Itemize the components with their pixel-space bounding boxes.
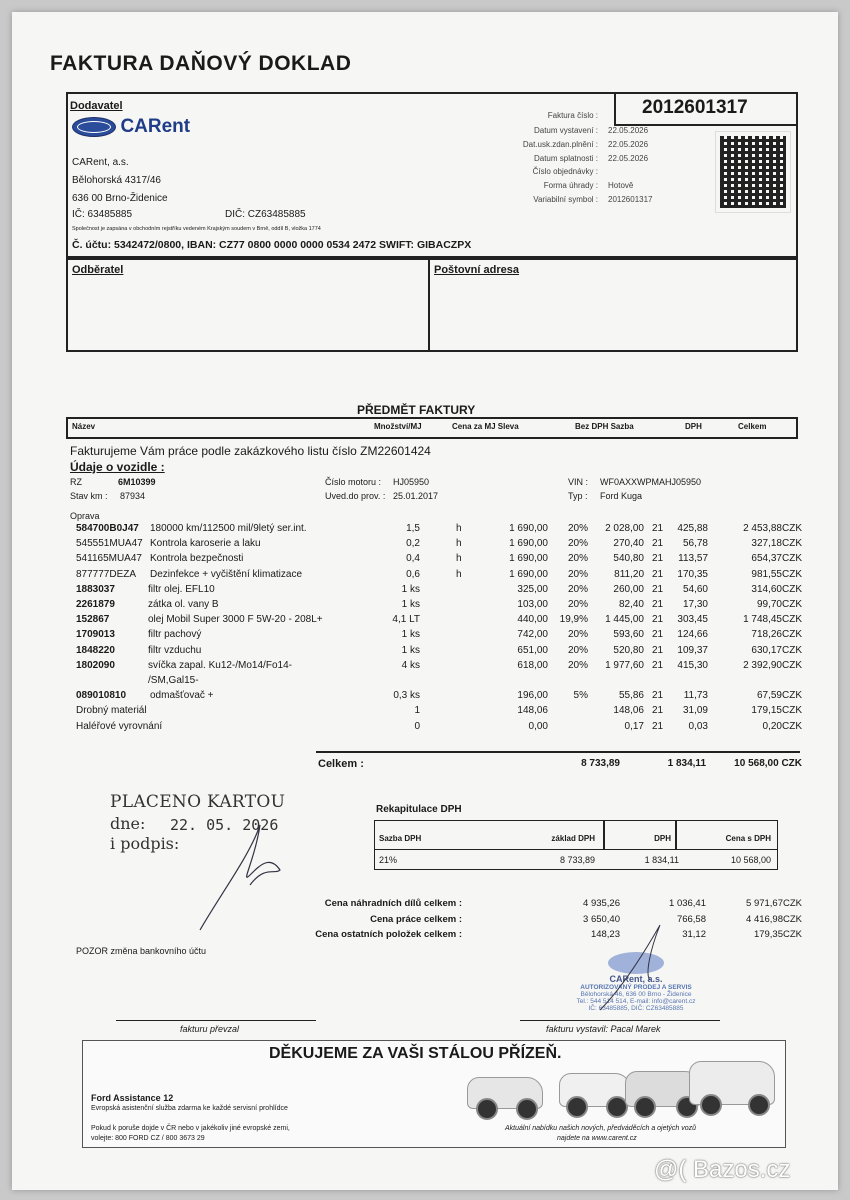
item-total: 99,70CZK <box>756 599 802 610</box>
table-row <box>76 569 804 582</box>
supplier-dic: DIČ: CZ63485885 <box>225 209 306 220</box>
recap-h-total: Cena s DPH <box>725 834 771 843</box>
supplier-logo <box>72 116 190 138</box>
summary-label: Cena práce celkem : <box>370 913 462 925</box>
dealer-line1: AUTORIZOVANÝ PRODEJ A SERVIS <box>580 984 692 991</box>
supplier-street: Bělohorská 4317/46 <box>72 175 161 186</box>
recipient-label: Odběratel <box>72 264 124 276</box>
item-rate: 21 <box>652 523 664 534</box>
table-row <box>76 553 804 566</box>
item-net: 540,80 <box>613 553 644 565</box>
item-code: 1848220 <box>76 644 115 656</box>
table-row <box>76 629 804 642</box>
item-total: 630,17CZK <box>751 644 802 656</box>
vin-value: WF0AXXWPMAHJ05950 <box>600 477 702 487</box>
item-code: Haléřové vyrovnání <box>76 720 163 732</box>
item-qty: 1 ks <box>401 599 420 610</box>
dealer-line3: Tel.: 544 514 514, E-mail: info@carent.cz <box>576 998 696 1005</box>
item-discount: 20% <box>567 568 588 580</box>
sign-line-right <box>520 1020 720 1021</box>
invoice-meta-value: 22.05.2026 <box>608 126 649 135</box>
table-row <box>76 645 804 658</box>
item-unit: h <box>456 568 462 580</box>
item-code: 1802090 <box>76 659 115 671</box>
typ-label: Typ : <box>568 491 588 501</box>
recap-base: 8 733,89 <box>559 855 595 865</box>
table-row <box>76 584 804 597</box>
offer-text1: Aktuální nabídku našich nových, předváděcích a ojetých vozů <box>505 1125 697 1132</box>
table-row <box>76 690 804 703</box>
summary-net: 4 935,26 <box>583 898 620 909</box>
vehicle-info <box>70 477 810 507</box>
totals-vat: 1 834,11 <box>667 758 706 769</box>
item-rate: 21 <box>652 583 664 595</box>
item-rate: 21 <box>652 599 664 610</box>
summary-net: 3 650,40 <box>583 913 620 925</box>
recap-table <box>374 820 778 870</box>
offer-text2: najdete na www.carent.cz <box>557 1135 637 1142</box>
item-vat: 54,60 <box>682 583 708 595</box>
totals-label: Celkem : <box>318 758 364 770</box>
km-label: Stav km : <box>70 491 108 501</box>
invoice-meta-value: Hotově <box>608 181 634 191</box>
item-price: 440,00 <box>517 614 548 626</box>
column-vat: DPH <box>685 422 702 431</box>
dealer-signature <box>590 920 680 1020</box>
invoice-meta-label: Dat.usk.zdan.plnění : <box>522 139 598 149</box>
recap-title: Rekapitulace DPH <box>376 804 462 815</box>
invoice-meta-label: Forma úhrady : <box>543 181 598 191</box>
item-net: 0,17 <box>624 720 644 732</box>
column-total: Celkem <box>738 422 767 431</box>
item-vat: 124,66 <box>677 629 708 641</box>
ford-oval-icon <box>72 117 116 137</box>
table-row <box>76 705 804 718</box>
item-rate: 21 <box>652 644 664 656</box>
item-total: 1 748,45CZK <box>743 614 802 626</box>
item-qty: 0 <box>414 720 420 732</box>
watermark-text: Bazos.cz <box>693 1156 791 1183</box>
item-net: 2 028,00 <box>605 523 644 534</box>
supplier-register: Společnost je zapsána v obchodním rejstříku vedeném Krajským soudem v Brně, oddíl B, vložka 1774 <box>72 226 321 232</box>
column-name: Název <box>72 422 96 431</box>
assist-text3: volejte: 800 FORD CZ / 800 3673 29 <box>91 1135 205 1142</box>
item-qty: 1 ks <box>401 644 420 656</box>
assist-text2: Pokud k poruše dojde v ČR nebo v jakékoliv jiné evropské zemi, <box>91 1125 290 1132</box>
item-qty: 4 ks <box>401 659 420 671</box>
item-vat: 303,45 <box>677 614 708 626</box>
item-qty: 4,1 LT <box>392 614 420 626</box>
item-name: Kontrola bezpečnosti <box>150 553 244 565</box>
item-discount: 20% <box>567 599 588 610</box>
totals-net: 8 733,89 <box>581 758 620 769</box>
section-label: Oprava <box>70 511 100 521</box>
item-total: 179,15CZK <box>751 705 802 717</box>
thank-you-banner <box>82 1040 786 1148</box>
item-qty: 1 <box>414 705 420 717</box>
item-code: 545551MUA47 <box>76 538 143 550</box>
invoice-meta-row <box>470 154 690 166</box>
item-discount: 20% <box>567 538 588 550</box>
item-rate: 21 <box>652 568 664 580</box>
totals-rule <box>316 751 800 753</box>
item-rate: 21 <box>652 720 664 732</box>
item-price: 1 690,00 <box>509 568 548 580</box>
item-net: 593,60 <box>613 629 644 641</box>
invoice-number-label: Faktura číslo : <box>547 111 598 120</box>
motor-value: HJ05950 <box>393 477 430 487</box>
dealer-line4: IČ: 63485885, DIČ: CZ63485885 <box>588 1005 684 1012</box>
paid-stamp-title: PLACENO KARTOU <box>110 792 286 812</box>
invoice-meta-label: Číslo objednávky : <box>532 167 598 177</box>
item-discount: 20% <box>567 644 588 656</box>
dealer-name: CARent, a.s. <box>609 974 663 984</box>
item-name: filtr vzduchu <box>148 644 202 656</box>
item-qty: 1 ks <box>401 629 420 641</box>
item-name: filtr pachový <box>148 629 202 641</box>
item-rate: 21 <box>652 690 664 702</box>
supplier-bank: Č. účtu: 5342472/0800, IBAN: CZ77 0800 0000 0000 0534 2472 SWIFT: GIBACZPX <box>72 239 472 251</box>
item-unit: h <box>456 523 462 534</box>
qr-code-icon <box>716 132 790 212</box>
invoice-meta-row <box>470 126 690 138</box>
table-row <box>76 538 804 551</box>
invoice-meta-value: 22.05.2026 <box>608 153 649 163</box>
item-price: 103,00 <box>517 599 548 610</box>
sign-line-left <box>116 1020 316 1021</box>
item-net: 260,00 <box>613 583 644 595</box>
item-vat: 17,30 <box>682 599 708 610</box>
column-qty: Množství/MJ <box>374 422 422 431</box>
item-name: /SM,Gal15- <box>148 675 199 686</box>
car-image-4 <box>689 1061 775 1105</box>
table-row <box>76 660 804 673</box>
item-price: 1 690,00 <box>509 553 548 565</box>
typ-value: Ford Kuga <box>600 491 643 501</box>
assist-title: Ford Assistance 12 <box>91 1093 174 1103</box>
item-rate: 21 <box>652 659 664 671</box>
item-qty: 0,4 <box>406 553 420 565</box>
item-vat: 31,09 <box>682 705 708 717</box>
item-qty: 1,5 <box>406 523 420 534</box>
vin-label: VIN : <box>568 477 589 487</box>
item-vat: 56,78 <box>682 538 708 550</box>
item-vat: 0,03 <box>688 720 708 732</box>
item-net: 148,06 <box>613 705 644 717</box>
item-rate: 21 <box>652 629 664 641</box>
item-name: Dezinfekce + vyčištění klimatizace <box>150 568 303 580</box>
item-total: 314,60CZK <box>751 583 802 595</box>
invoice-meta-value: 2012601317 <box>608 195 653 204</box>
sign-left-label: fakturu převzal <box>180 1024 240 1034</box>
item-rate: 21 <box>652 705 664 717</box>
item-net: 811,20 <box>614 568 644 580</box>
paid-signature-label: i podpis: <box>110 834 180 853</box>
assist-text: Evropská asistenční služba zdarma ke každé servisní prohlídce <box>91 1105 288 1112</box>
item-total: 654,37CZK <box>751 553 802 565</box>
rz-label: RZ <box>70 477 82 487</box>
column-price: Cena za MJ Sleva <box>452 422 519 431</box>
carent-logo-text: CARent <box>120 116 191 137</box>
item-price: 148,06 <box>517 705 548 717</box>
rz-value: 6M10399 <box>118 477 156 487</box>
summary-vat: 31,12 <box>682 929 706 940</box>
uved-value: 25.01.2017 <box>393 491 439 501</box>
invoice-number: 2012601317 <box>642 97 748 118</box>
supplier-city: 636 00 Brno-Židenice <box>72 193 168 204</box>
item-net: 1 977,60 <box>605 659 644 671</box>
item-unit: h <box>456 553 462 565</box>
intro-text: Fakturujeme Vám práce podle zakázkového listu číslo ZM22601424 <box>70 444 431 458</box>
recap-vat: 1 834,11 <box>644 855 679 865</box>
item-price: 1 690,00 <box>509 538 548 550</box>
summary-total: 179,35CZK <box>753 929 802 940</box>
item-price: 196,00 <box>517 690 548 702</box>
item-code: 152867 <box>76 614 110 626</box>
item-code: 877777DEZA <box>76 568 137 580</box>
motor-label: Číslo motoru : <box>325 477 382 487</box>
item-total: 2 392,90CZK <box>743 659 802 671</box>
item-code: 1709013 <box>76 629 115 641</box>
table-row <box>76 523 804 536</box>
invoice-meta-label: Datum vystavení : <box>533 126 598 135</box>
item-rate: 21 <box>652 538 664 550</box>
item-qty: 0,2 <box>406 538 420 550</box>
item-qty: 1 ks <box>401 583 420 595</box>
item-vat: 109,37 <box>677 644 708 656</box>
item-qty: 0,6 <box>406 568 420 580</box>
item-vat: 11,73 <box>683 690 708 702</box>
vehicle-heading: Údaje o vozidle : <box>70 460 165 474</box>
item-price: 742,00 <box>517 629 548 641</box>
recap-h-vat: DPH <box>654 834 671 843</box>
recap-h-rate: Sazba DPH <box>379 834 422 843</box>
item-name: odmašťovač + <box>150 690 214 702</box>
invoice-meta-row <box>470 140 690 152</box>
km-value: 87934 <box>120 491 146 501</box>
sign-right-label: fakturu vystavil: Pacal Marek <box>546 1024 661 1034</box>
paid-date-label: dne: <box>110 814 146 833</box>
item-name: zátka ol. vany B <box>148 599 219 610</box>
item-total: 718,26CZK <box>751 629 802 641</box>
summary-label: Cena ostatních položek celkem : <box>315 929 462 940</box>
item-name: svíčka zapal. Ku12-/Mo14/Fo14- <box>148 659 292 671</box>
recap-h-base: základ DPH <box>551 834 595 843</box>
item-total: 981,55CZK <box>751 568 802 580</box>
item-discount: 5% <box>573 690 588 702</box>
item-name: Kontrola karoserie a laku <box>150 538 261 550</box>
item-code: 1883037 <box>76 583 115 595</box>
item-code: 2261879 <box>76 599 115 610</box>
item-name: olej Mobil Super 3000 F 5W-20 - 208L+ <box>148 614 323 626</box>
totals-total: 10 568,00 CZK <box>734 758 802 769</box>
item-net: 520,80 <box>613 644 644 656</box>
paid-date: 22. 05. 2026 <box>170 816 279 834</box>
item-discount: 20% <box>567 553 588 565</box>
item-discount: 20% <box>567 659 588 671</box>
uved-label: Uved.do prov. : <box>325 491 386 501</box>
item-total: 327,18CZK <box>751 538 802 550</box>
bank-warning: POZOR změna bankovního účtu <box>76 946 207 956</box>
recap-total: 10 568,00 <box>730 855 771 865</box>
table-row <box>76 675 804 688</box>
subject-title: PŘEDMĚT FAKTURY <box>357 403 476 417</box>
item-discount: 20% <box>567 583 588 595</box>
summary-vat: 1 036,41 <box>669 898 706 909</box>
column-net-rate: Bez DPH Sazba <box>575 422 634 431</box>
invoice-meta-label: Variabilní symbol : <box>533 195 598 204</box>
table-row <box>76 721 804 734</box>
invoice-title: FAKTURA DAŇOVÝ DOKLAD <box>50 52 352 75</box>
item-price: 325,00 <box>517 583 548 595</box>
summary-net: 148,23 <box>590 929 620 940</box>
item-rate: 21 <box>652 553 664 565</box>
table-row <box>76 599 804 612</box>
supplier-ico: IČ: 63485885 <box>72 209 133 220</box>
item-qty: 0,3 ks <box>393 690 420 702</box>
summary-vat: 766,58 <box>676 913 706 925</box>
item-vat: 415,30 <box>677 659 708 671</box>
table-row <box>76 614 804 627</box>
summary-total: 4 416,98CZK <box>746 913 802 925</box>
recap-rate: 21% <box>379 855 398 865</box>
item-code: Drobný materiál <box>76 705 147 717</box>
item-code: 541165MUA47 <box>76 553 142 565</box>
invoice-meta-row <box>470 167 690 179</box>
dealer-line2: Bělohorská 46, 636 00 Brno - Židenice <box>580 991 692 998</box>
invoice-meta-label: Datum splatnosti : <box>533 153 598 163</box>
item-name: filtr olej. EFL10 <box>148 583 215 595</box>
item-code: 089010810 <box>76 690 127 702</box>
summary-label: Cena náhradních dílů celkem : <box>324 898 462 909</box>
supplier-name: CARent, a.s. <box>72 157 129 168</box>
item-discount: 20% <box>567 629 588 641</box>
item-total: 2 453,88CZK <box>743 523 802 534</box>
item-vat: 425,88 <box>677 523 708 534</box>
supplier-label: Dodavatel <box>70 100 123 112</box>
item-net: 55,86 <box>618 690 644 702</box>
invoice-meta-row <box>470 195 690 207</box>
item-unit: h <box>456 538 462 550</box>
item-vat: 113,57 <box>678 553 708 565</box>
item-price: 0,00 <box>528 720 548 732</box>
item-net: 82,40 <box>618 599 644 610</box>
postal-address-label: Poštovní adresa <box>434 264 519 276</box>
item-price: 651,00 <box>517 644 548 656</box>
item-name: 180000 km/112500 mil/9letý ser.int. <box>150 523 307 534</box>
item-discount: 20% <box>567 523 588 534</box>
invoice-meta-value: 22.05.2026 <box>608 139 649 149</box>
item-discount: 19,9% <box>559 614 588 626</box>
watermark-at-icon: @( <box>654 1156 687 1183</box>
item-total: 67,59CZK <box>756 690 802 702</box>
item-price: 1 690,00 <box>509 523 548 534</box>
item-net: 1 445,00 <box>605 614 644 626</box>
item-total: 0,20CZK <box>762 720 802 732</box>
summary-total: 5 971,67CZK <box>746 898 802 909</box>
watermark <box>654 1156 790 1184</box>
item-vat: 170,35 <box>677 568 708 580</box>
banner-headline: DĚKUJEME ZA VAŠI STÁLOU PŘÍZEŇ. <box>269 1045 562 1062</box>
item-price: 618,00 <box>517 659 548 671</box>
car-image-2 <box>559 1073 631 1107</box>
item-rate: 21 <box>652 614 664 626</box>
car-image-1 <box>467 1077 543 1109</box>
item-code: 584700B0J47 <box>76 523 139 534</box>
invoice-meta-row <box>470 181 690 193</box>
item-net: 270,40 <box>613 538 644 550</box>
